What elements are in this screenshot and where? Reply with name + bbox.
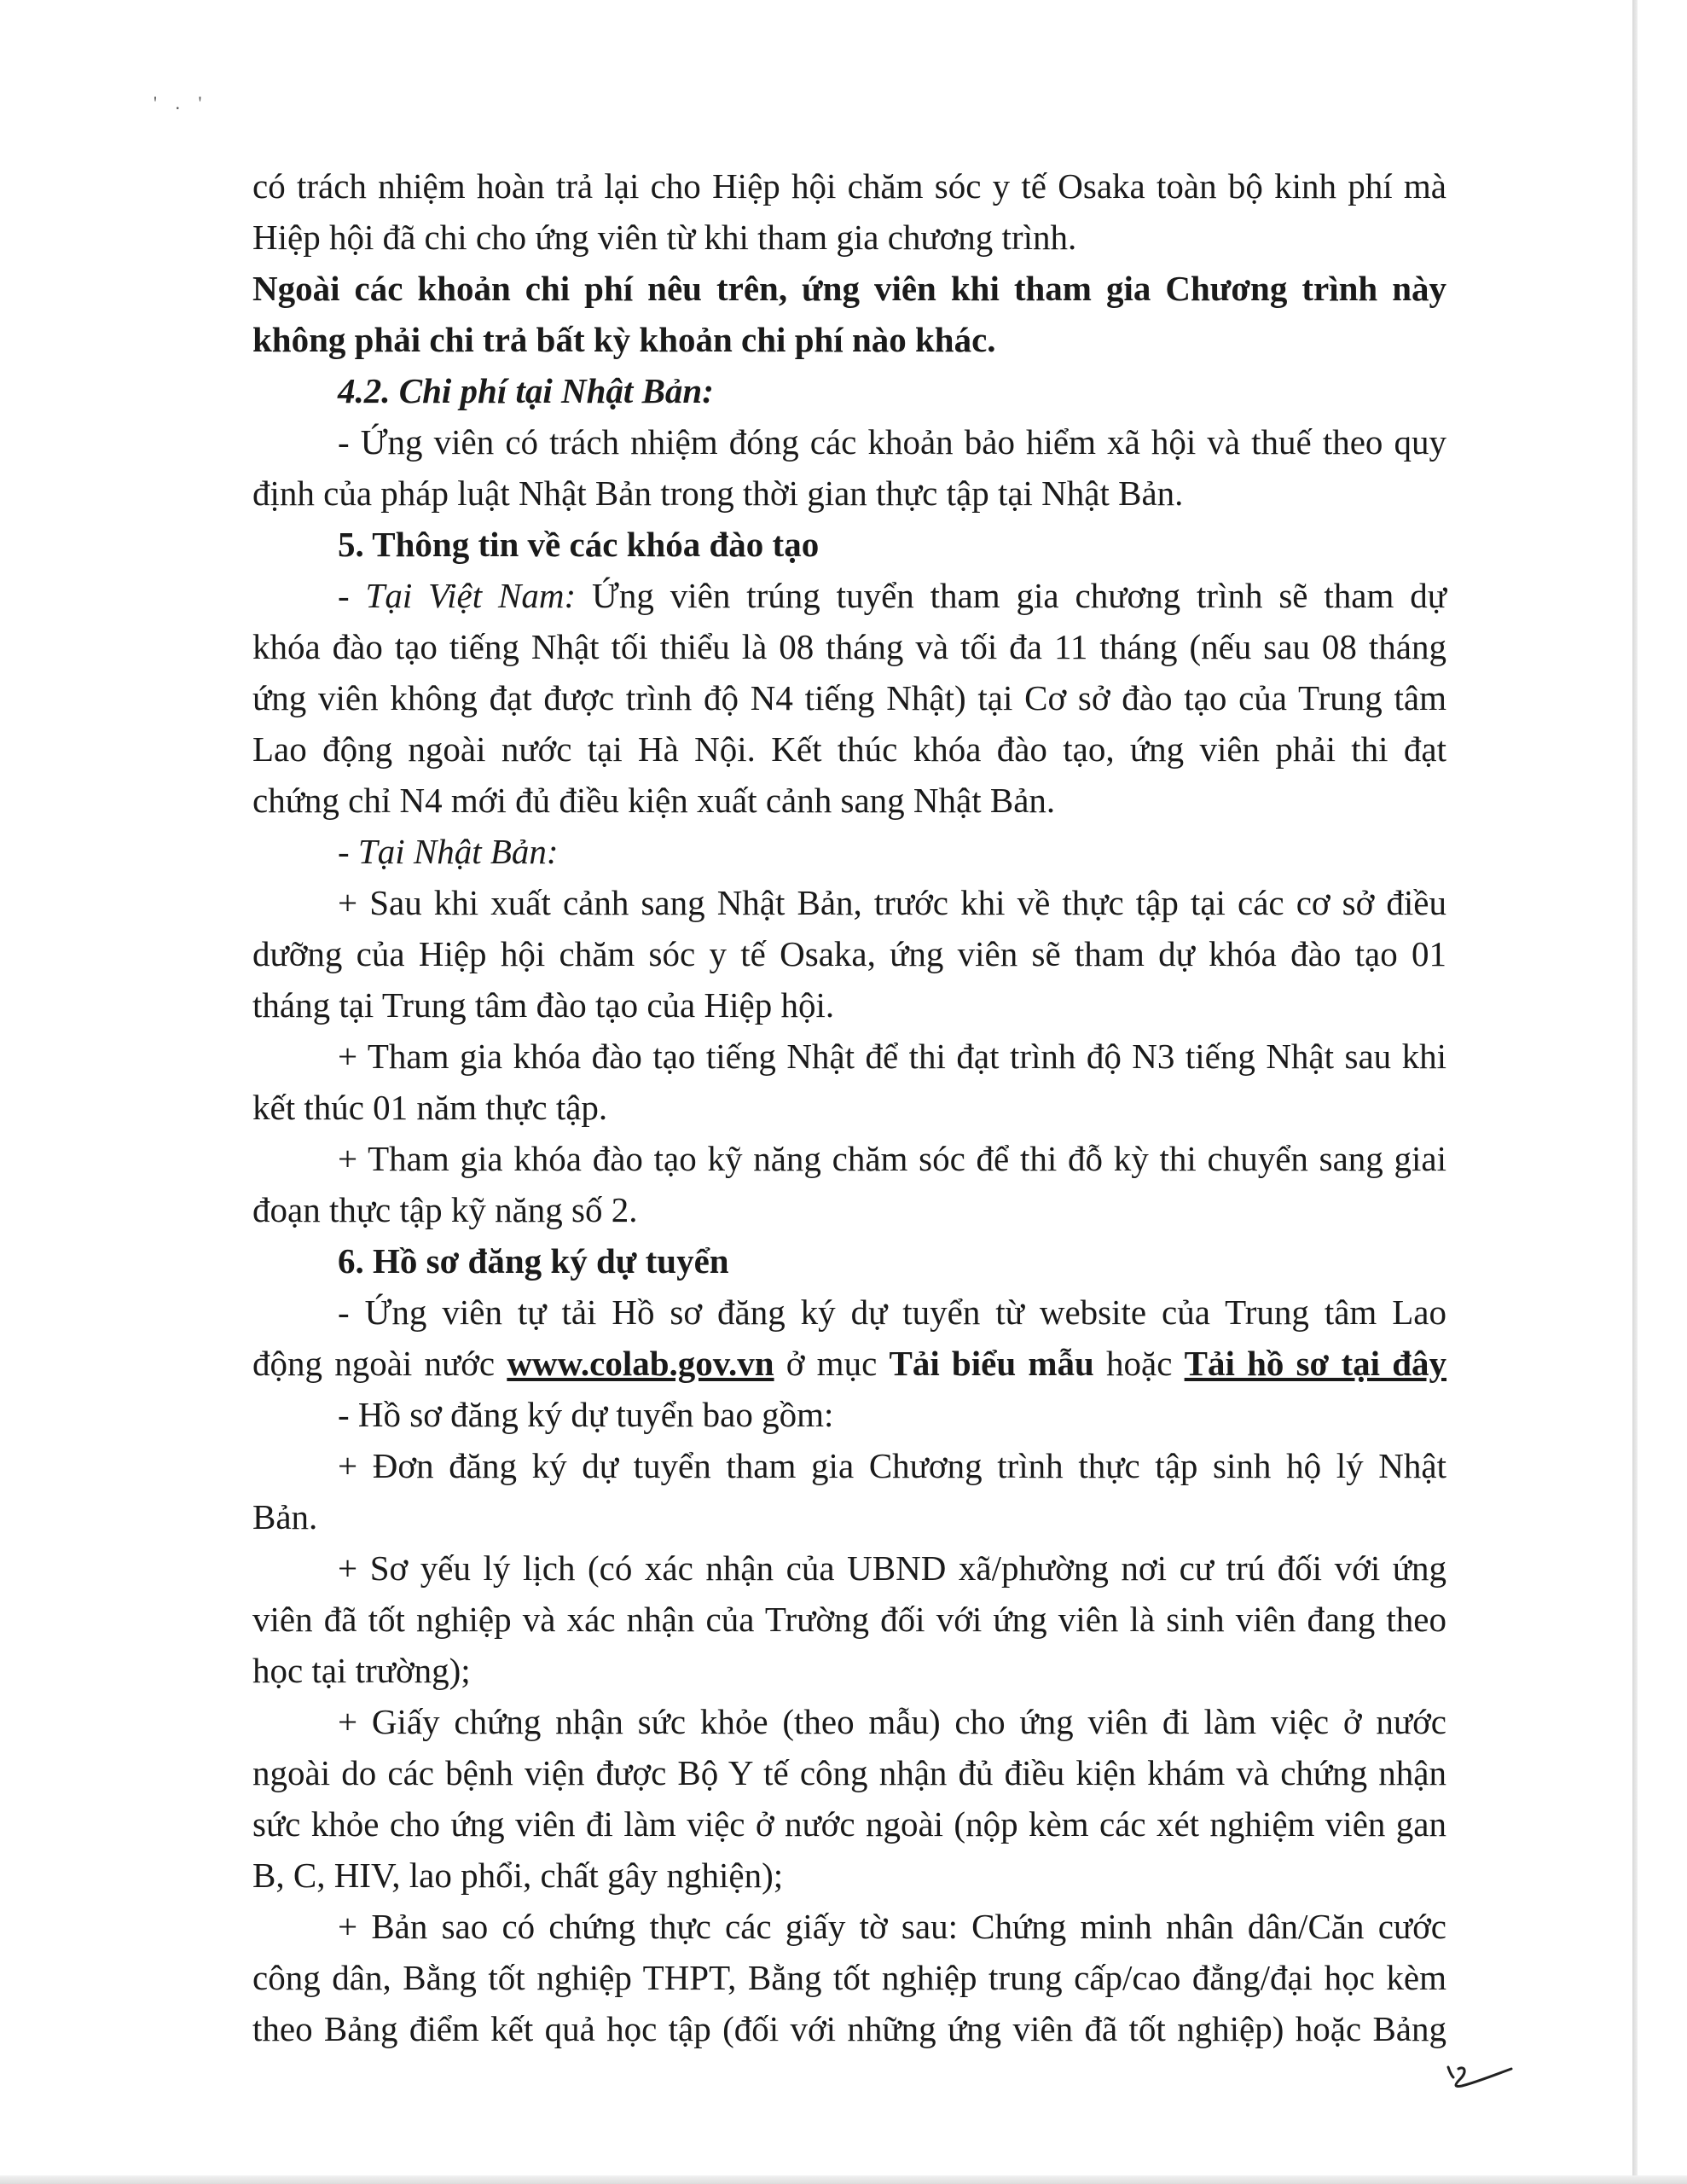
italic-label: - Tại Việt Nam: — [338, 576, 577, 615]
corner-marks: ' . ' — [154, 92, 209, 113]
text-line: đoạn thực tập kỹ năng số 2. — [252, 1190, 638, 1229]
text-run: hoặc — [1093, 1344, 1185, 1383]
text-line: dưỡng của Hiệp hội chăm sóc y tế Osaka, ứng viên sẽ tham dự khóa đào tạo 01 — [252, 934, 1446, 973]
download-forms-label: Tải biểu mẫu — [889, 1344, 1094, 1383]
text-line — [252, 1338, 1446, 1389]
text-line: sức khỏe cho ứng viên đi làm việc ở nước ngoài (nộp kèm các xét nghiệm viên gan — [252, 1804, 1446, 1844]
text-line: Bản. — [252, 1497, 318, 1536]
text-run: ở mục — [774, 1344, 890, 1383]
scan-right-edge — [1632, 0, 1638, 2184]
initials-signature — [1441, 2060, 1518, 2094]
text-run: Ứng viên trúng tuyển tham gia chương trình sẽ tham dự — [576, 576, 1447, 615]
section-heading-5: 5. Thông tin về các khóa đào tạo — [338, 525, 820, 564]
website-link[interactable]: www.colab.gov.vn — [507, 1344, 774, 1383]
text-line: + Bản sao có chứng thực các giấy tờ sau: Chứng minh nhân dân/Căn cước — [338, 1907, 1446, 1946]
scan-bottom-edge — [0, 2175, 1687, 2184]
text-line: Lao động ngoài nước tại Hà Nội. Kết thúc khóa đào tạo, ứng viên phải thi đạt — [252, 729, 1446, 769]
text-line: + Sơ yếu lý lịch (có xác nhận của UBND xã/phường nơi cư trú đối với ứng — [338, 1548, 1446, 1588]
text-run: động ngoài nước — [252, 1344, 507, 1383]
section-heading-4-2: 4.2. Chi phí tại Nhật Bản: — [338, 371, 714, 410]
text-line: kết thúc 01 năm thực tập. — [252, 1088, 608, 1127]
text-line: - Ứng viên có trách nhiệm đóng các khoản bảo hiểm xã hội và thuế theo quy — [338, 422, 1446, 462]
bold-note-line: Ngoài các khoản chi phí nêu trên, ứng viên khi tham gia Chương trình này — [252, 269, 1446, 308]
bold-note-line: không phải chi trả bất kỳ khoản chi phí nào khác. — [252, 320, 996, 359]
text-line: tháng tại Trung tâm đào tạo của Hiệp hội. — [252, 985, 835, 1025]
text-line: Hiệp hội đã chi cho ứng viên từ khi tham gia chương trình. — [252, 218, 1077, 257]
text-line — [252, 570, 1446, 621]
text-line: ứng viên không đạt được trình độ N4 tiếng Nhật) tại Cơ sở đào tạo của Trung tâm — [252, 678, 1446, 717]
text-line: chứng chỉ N4 mới đủ điều kiện xuất cảnh sang Nhật Bản. — [252, 781, 1056, 820]
text-line: + Sau khi xuất cảnh sang Nhật Bản, trước khi về thực tập tại các cơ sở điều — [338, 883, 1446, 922]
text-line: khóa đào tạo tiếng Nhật tối thiểu là 08 tháng và tối đa 11 tháng (nếu sau 08 tháng — [252, 627, 1446, 666]
italic-label: - Tại Nhật Bản: — [338, 832, 559, 871]
text-line: + Tham gia khóa đào tạo kỹ năng chăm sóc để thi đỗ kỳ thi chuyển sang giai — [338, 1139, 1446, 1178]
text-line: ngoài do các bệnh viện được Bộ Y tế công nhận đủ điều kiện khám và chứng nhận — [252, 1753, 1446, 1792]
section-heading-6: 6. Hồ sơ đăng ký dự tuyển — [338, 1241, 729, 1281]
text-line: định của pháp luật Nhật Bản trong thời gian thực tập tại Nhật Bản. — [252, 473, 1184, 513]
text-line: - Ứng viên tự tải Hồ sơ đăng ký dự tuyển từ website của Trung tâm Lao — [338, 1292, 1446, 1332]
text-line: có trách nhiệm hoàn trả lại cho Hiệp hội chăm sóc y tế Osaka toàn bộ kinh phí mà — [252, 166, 1446, 206]
text-line: theo Bảng điểm kết quả học tập (đối với những ứng viên đã tốt nghiệp) hoặc Bảng — [252, 2009, 1446, 2048]
document-body — [252, 160, 1446, 2054]
text-line: + Tham gia khóa đào tạo tiếng Nhật để thi đạt trình độ N3 tiếng Nhật sau khi — [338, 1037, 1446, 1076]
text-line: B, C, HIV, lao phổi, chất gây nghiện); — [252, 1856, 784, 1895]
text-line: công dân, Bằng tốt nghiệp THPT, Bằng tốt nghiệp trung cấp/cao đẳng/đại học kèm — [252, 1958, 1446, 1997]
text-line: - Hồ sơ đăng ký dự tuyển bao gồm: — [338, 1395, 834, 1434]
text-line: học tại trường); — [252, 1651, 471, 1690]
text-line: viên đã tốt nghiệp và xác nhận của Trường đối với ứng viên là sinh viên đang theo — [252, 1600, 1446, 1639]
text-line: + Đơn đăng ký dự tuyển tham gia Chương trình thực tập sinh hộ lý Nhật — [338, 1446, 1446, 1485]
text-line: + Giấy chứng nhận sức khỏe (theo mẫu) cho ứng viên đi làm việc ở nước — [338, 1702, 1446, 1741]
download-here-link[interactable]: Tải hồ sơ tại đây — [1184, 1344, 1447, 1383]
